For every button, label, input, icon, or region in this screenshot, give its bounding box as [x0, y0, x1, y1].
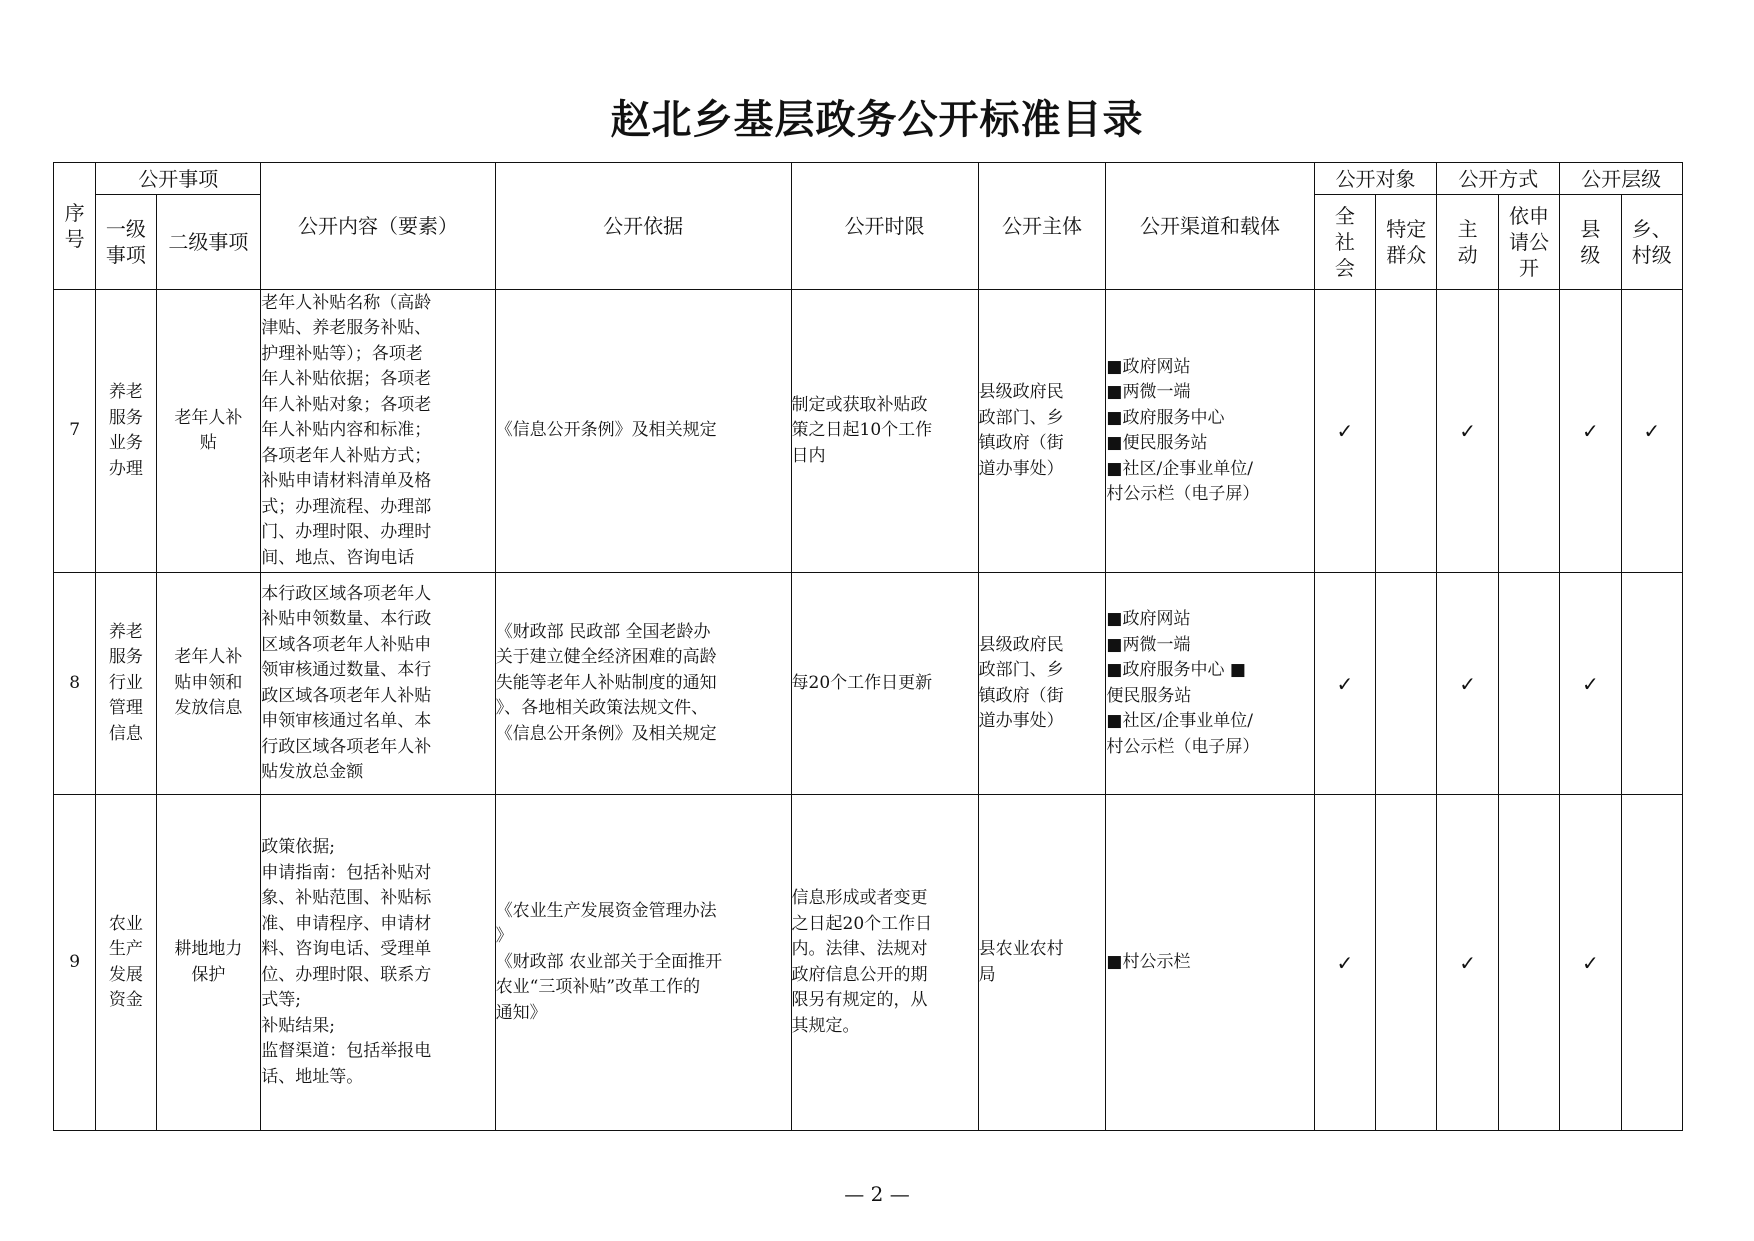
cell-level1: 养老 服务 行业 管理 信息 [96, 573, 156, 795]
cell-level2: 老年人补 贴申领和 发放信息 [156, 573, 261, 795]
document-title: 赵北乡基层政务公开标准目录 [610, 97, 1144, 143]
cell-level1: 农业 生产 发展 资金 [96, 795, 156, 1131]
table-body [54, 290, 1683, 1131]
check-level-town [1621, 573, 1682, 795]
check-level-town: ✓ [1621, 290, 1682, 573]
check-target-all: ✓ [1314, 795, 1375, 1131]
check-method-apply [1498, 573, 1559, 795]
cell-subject: 县级政府民 政部门、乡 镇政府（街 道办事处） [978, 573, 1106, 795]
catalog-table [53, 162, 1683, 1131]
header-subject: 公开主体 [978, 163, 1106, 290]
cell-seq: 9 [54, 795, 96, 1131]
cell-time-limit: 每20个工作日更新 [791, 573, 978, 795]
header-level-town: 乡、 村级 [1621, 195, 1682, 290]
header-method-group: 公开方式 [1437, 163, 1560, 195]
check-level-county: ✓ [1560, 795, 1621, 1131]
check-method-active: ✓ [1437, 795, 1498, 1131]
cell-level2: 老年人补 贴 [156, 290, 261, 573]
cell-time-limit: 制定或获取补贴政 策之日起10个工作 日内 [791, 290, 978, 573]
cell-time-limit: 信息形成或者变更 之日起20个工作日 内。法律、法规对 政府信息公开的期 限另有规定的，从 其规定。 [791, 795, 978, 1131]
cell-basis: 《财政部 民政部 全国老龄办 关于建立健全经济困难的高龄 失能等老年人补贴制度的通知 》、各地相关政策法规文件、 《信息公开条例》及相关规定 [495, 573, 791, 795]
header-level1: 一级 事项 [96, 195, 156, 290]
cell-channel: ■村公示栏 [1106, 795, 1314, 1131]
check-target-specific [1376, 290, 1437, 573]
check-level-county: ✓ [1560, 290, 1621, 573]
header-level2: 二级事项 [156, 195, 261, 290]
page-number: — 2 — [844, 1182, 910, 1206]
cell-seq: 8 [54, 573, 96, 795]
cell-content: 老年人补贴名称（高龄 津贴、养老服务补贴、 护理补贴等）；各项老 年人补贴依据；各项老 年人补贴对象；各项老 年人补贴内容和标准； 各项老年人补贴方式； 补贴申请材料清单及格 式；办理流程、办理部 门、办理时限、办理时 间、地点、咨询电话 [261, 290, 495, 573]
table-row [54, 795, 1683, 1131]
check-method-active: ✓ [1437, 290, 1498, 573]
cell-seq: 7 [54, 290, 96, 573]
cell-basis: 《农业生产发展资金管理办法 》 《财政部 农业部关于全面推开 农业“三项补贴”改革工作的 通知》 [495, 795, 791, 1131]
check-level-county: ✓ [1560, 573, 1621, 795]
header-method-apply: 依申 请公 开 [1498, 195, 1559, 290]
check-target-specific [1376, 795, 1437, 1131]
cell-content: 政策依据; 申请指南：包括补贴对 象、补贴范围、补贴标 准、申请程序、申请材 料、咨询电话、受理单 位、办理时限、联系方 式等; 补贴结果; 监督渠道：包括举报电 话、地址等。 [261, 795, 495, 1131]
check-target-all: ✓ [1314, 290, 1375, 573]
table-row [54, 573, 1683, 795]
header-target-all: 全 社 会 [1314, 195, 1375, 290]
cell-content: 本行政区域各项老年人 补贴申领数量、本行政 区域各项老年人补贴申 领审核通过数量、本行 政区域各项老年人补贴 申领审核通过名单、本 行政区域各项老年人补 贴发放总金额 [261, 573, 495, 795]
header-content: 公开内容（要素） [261, 163, 495, 290]
header-items-group: 公开事项 [96, 163, 261, 195]
header-seq: 序 号 [54, 163, 96, 290]
cell-basis: 《信息公开条例》及相关规定 [495, 290, 791, 573]
check-target-specific [1376, 573, 1437, 795]
header-level-county: 县 级 [1560, 195, 1621, 290]
header-target-specific: 特定 群众 [1376, 195, 1437, 290]
cell-channel: ■政府网站 ■两微一端 ■政府服务中心 ■ 便民服务站 ■社区/企事业单位/ 村公示栏（电子屏） [1106, 573, 1314, 795]
header-target-group: 公开对象 [1314, 163, 1437, 195]
cell-subject: 县级政府民 政部门、乡 镇政府（街 道办事处） [978, 290, 1106, 573]
header-level-group: 公开层级 [1560, 163, 1683, 195]
table-row [54, 290, 1683, 573]
cell-subject: 县农业农村 局 [978, 795, 1106, 1131]
cell-channel: ■政府网站 ■两微一端 ■政府服务中心 ■便民服务站 ■社区/企事业单位/ 村公示栏（电子屏） [1106, 290, 1314, 573]
header-channel: 公开渠道和载体 [1106, 163, 1314, 290]
check-level-town [1621, 795, 1682, 1131]
header-basis: 公开依据 [495, 163, 791, 290]
cell-level1: 养老 服务 业务 办理 [96, 290, 156, 573]
header-method-active: 主 动 [1437, 195, 1498, 290]
check-target-all: ✓ [1314, 573, 1375, 795]
header-time-limit: 公开时限 [791, 163, 978, 290]
cell-level2: 耕地地力 保护 [156, 795, 261, 1131]
check-method-active: ✓ [1437, 573, 1498, 795]
check-method-apply [1498, 290, 1559, 573]
check-method-apply [1498, 795, 1559, 1131]
